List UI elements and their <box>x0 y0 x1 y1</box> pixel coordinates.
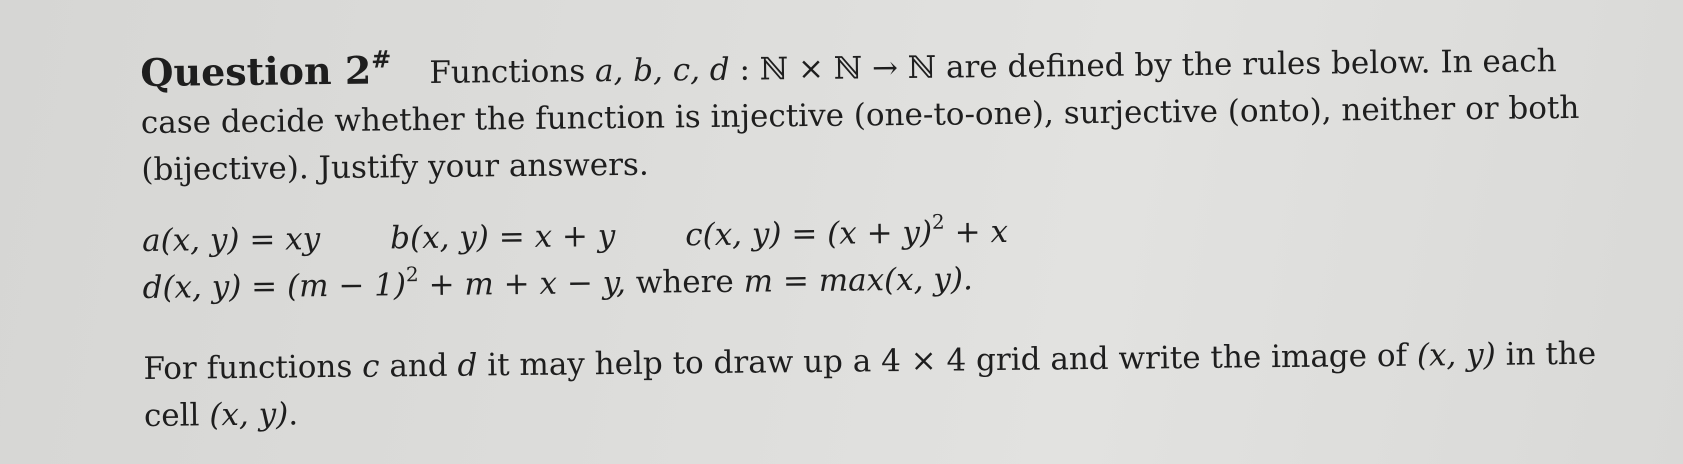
equation-a: a(x, y) = xy <box>141 221 321 259</box>
equation-c <box>685 209 1008 259</box>
equation-d-tail: + m + x − y, <box>418 264 627 304</box>
hint-note <box>143 331 1604 440</box>
note-var-d: d <box>457 347 478 384</box>
equation-c-tail: + x <box>944 213 1009 251</box>
note-var-c: c <box>361 348 380 385</box>
equation-c-exponent: 2 <box>931 209 945 234</box>
question-document <box>140 23 1604 440</box>
equation-b: b(x, y) = x + y <box>389 218 616 257</box>
intro-function-names: a, b, c, d <box>594 51 730 90</box>
equation-d-base: d(x, y) = (m − 1) <box>142 267 407 306</box>
question-title-text: Question 2 <box>140 47 372 95</box>
note-and: and <box>379 347 458 385</box>
equation-d-definition: m = max(x, y). <box>743 261 974 300</box>
question-marker: # <box>371 44 392 74</box>
equation-d-where: where <box>625 263 744 301</box>
note-pair-1: (x, y) <box>1416 336 1496 374</box>
note-middle: it may help to draw up a 4 × 4 grid and write the image of <box>477 337 1418 384</box>
note-end: . <box>288 396 299 433</box>
note-pair-2: (x, y) <box>209 396 289 434</box>
equation-d <box>142 261 973 306</box>
intro-prefix: Functions <box>429 53 596 91</box>
question-title <box>140 44 392 95</box>
equation-c-base: c(x, y) = (x + y) <box>685 214 933 254</box>
intro-instructions: are defined by the rules below. In each case decide whether the function is injective (one-to-one), surjective (onto), neither or both (bijective). Justify your answers. <box>140 43 1580 188</box>
question-intro <box>140 23 1602 194</box>
note-prefix: For functions <box>143 348 363 387</box>
intro-mapping: : ℕ × ℕ → ℕ <box>729 49 947 88</box>
note-in-the-cell: in the cell <box>143 335 1597 434</box>
equation-d-exponent: 2 <box>405 262 419 287</box>
